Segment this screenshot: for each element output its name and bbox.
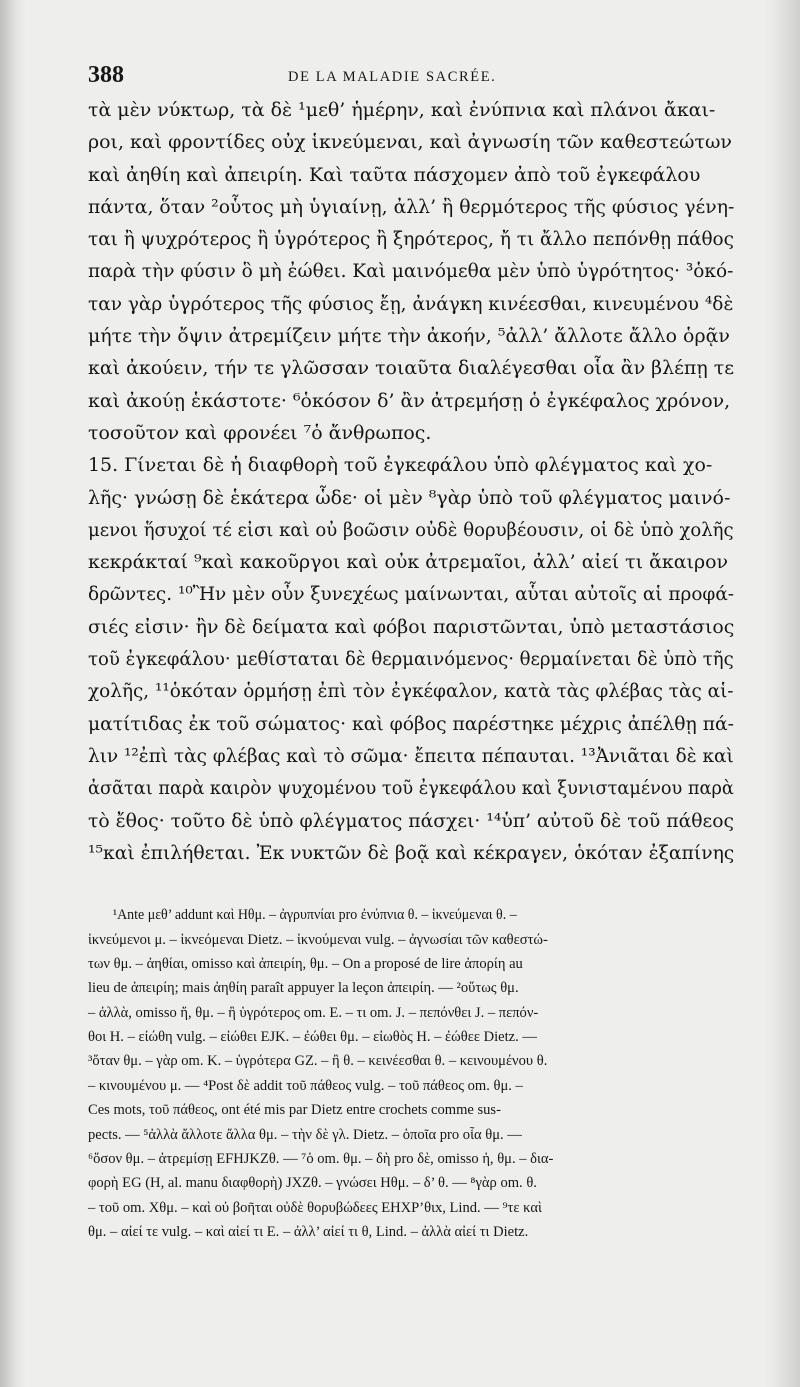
footnote-line: Ces mots, τοῦ πάθεος, ont été mis par Dietz entre crochets comme sus-: [88, 1102, 501, 1119]
text-line: τοῦ ἐγκεφάλου· μεθίσταται δὲ θερμαινόμενος· θερμαίνεται δὲ ὑπὸ τῆς: [88, 648, 734, 671]
text-line: τοσοῦτον καὶ φρονέει ⁷ὁ ἄνθρωπος.: [88, 421, 432, 444]
footnote-line: ⁶ὅσον θμ. – ἀτρεμίσῃ EFHJKZθ. — ⁷ὁ om. θμ. – δὴ pro δὲ, omisso ἡ, θμ. – δια-: [88, 1151, 554, 1168]
text-line: ματίτιδας ἐκ τοῦ σώματος· καὶ φόβος παρέστηκε μέχρις ἀπέλθῃ πά-: [88, 712, 734, 735]
text-line: καὶ ἀκούειν, τήν τε γλῶσσαν τοιαῦτα διαλέγεσθαι οἷα ἂν βλέπῃ τε: [88, 357, 735, 380]
footnote-line: ³ὅταν θμ. – γὰρ om. K. – ὑγρότερα GZ. – ἢ θ. – κεινέεσθαι θ. – κεινουμένου θ.: [88, 1053, 548, 1070]
footnotes: [88, 903, 736, 1244]
text-line: χολῆς, ¹¹ὁκόταν ὁρμήσῃ ἐπὶ τὸν ἐγκέφαλον, κατὰ τὰς φλέβας τὰς αἱ-: [88, 680, 734, 703]
text-line: ταν γὰρ ὑγρότερος τῆς φύσιος ἔῃ, ἀνάγκη κινέεσθαι, κινευμένου ⁴δὲ: [88, 292, 734, 315]
footnote-line: pects. — ⁵ἀλλὰ ἄλλοτε ἄλλα θμ. – τὴν δὲ γλ. Dietz. – ὁποῖα pro οἷα θμ. —: [88, 1126, 522, 1143]
text-line: τὸ ἔθος· τοῦτο δὲ ὑπὸ φλέγματος πάσχει· ¹⁴ὑπ’ αὐτοῦ δὲ τοῦ πάθεος: [88, 809, 734, 832]
text-line: λιν ¹²ἐπὶ τὰς φλέβας καὶ τὸ σῶμα· ἔπειτα πέπαυται. ¹³Ἀνιᾶται δὲ καὶ: [88, 744, 734, 767]
text-line: 15. Γίνεται δὲ ἡ διαφθορὴ τοῦ ἐγκεφάλου ὑπὸ φλέγματος καὶ χο-: [88, 454, 713, 477]
running-head: [88, 62, 736, 94]
text-line: δρῶντες. ¹⁰Ἢν μὲν οὖν ξυνεχέως μαίνωνται, αὗται αὐτοῖς αἱ προφά-: [88, 583, 734, 606]
text-line: τὰ μὲν νύκτωρ, τὰ δὲ ¹μεθ’ ἡμέρην, καὶ ἐνύπνια καὶ πλάνοι ἄκαι-: [88, 99, 716, 121]
footnote-line: θοι H. – εἰώθη vulg. – εἰώθει EJK. – ἐώθει θμ. – εἰωθὸς H. – ἐώθεε Dietz. —: [88, 1029, 537, 1046]
page-number: 388: [88, 62, 124, 88]
footnote-line: – κινουμένου μ. — ⁴Post δὲ addit τοῦ πάθεος vulg. – τοῦ πάθεος om. θμ. –: [88, 1077, 523, 1094]
text-line: ροι, καὶ φροντίδες οὐχ ἱκνεύμεναι, καὶ ἀγνωσίη τῶν καθεστεώτων: [88, 131, 732, 154]
footnote-line: ¹Ante μεθ’ addunt καὶ Hθμ. – ἀγρυπνίαι pro ἐνύπνια θ. – ἱκνεύμεναι θ. –: [112, 907, 517, 924]
text-line: καὶ ἀκούῃ ἑκάστοτε· ⁶ὁκόσον δ’ ἂν ἀτρεμήσῃ ὁ ἐγκέφαλος χρόνον,: [88, 389, 731, 412]
text-line: λῆς· γνώσῃ δὲ ἑκάτερα ὧδε· οἱ μὲν ⁸γὰρ ὑπὸ τοῦ φλέγματος μαινό-: [88, 486, 731, 509]
running-title: DE LA MALADIE SACRÉE.: [288, 69, 497, 85]
text-line: ¹⁵καὶ ἐπιλήθεται. Ἐκ νυκτῶν δὲ βοᾷ καὶ κέκραγεν, ὁκόταν ἐξαπίνης: [88, 841, 735, 864]
text-line: καὶ ἀηθίη καὶ ἀπειρίη. Καὶ ταῦτα πάσχομεν ἀπὸ τοῦ ἐγκεφάλου: [88, 163, 701, 186]
text-line: μενοι ἥσυχοί τέ εἰσι καὶ οὐ βοῶσιν οὐδὲ θορυβέουσιν, οἱ δὲ ὑπὸ χολῆς: [88, 518, 734, 541]
footnote-line: lieu de ἀπειρίη; mais ἀηθίη paraît appuyer la leçon ἀπειρίη. — ²οὕτως θμ.: [88, 980, 519, 997]
footnote-line: φορὴ EG (H, al. manu διαφθορὴ) JXZθ. – γνώσει Hθμ. – δ’ θ. — ⁸γὰρ om. θ.: [88, 1175, 537, 1192]
main-text: [88, 94, 736, 869]
page-gutter-shadow: [0, 0, 26, 1387]
footnote-line: – ἀλλὰ, omisso ἤ, θμ. – ἢ ὑγρότερος om. E. – τι om. J. – πεπόνθει J. – πεπόν-: [88, 1004, 539, 1021]
book-page: [88, 62, 736, 1245]
text-line: μήτε τὴν ὄψιν ἀτρεμίζειν μήτε τὴν ἀκοήν, ⁵ἀλλ’ ἄλλοτε ἄλλο ὁρᾷν: [88, 325, 730, 348]
footnote-line: ἱκνεύμενοι μ. – ἱκνεόμεναι Dietz. – ἱκνούμεναι vulg. – ἀγνωσίαι τῶν καθεστώ-: [88, 931, 548, 948]
footnote-line: – τοῦ om. Xθμ. – καὶ οὐ βοῆται οὐδὲ θορυβώδεες EHXP’θιx, Lind. — ⁹τε καὶ: [88, 1199, 542, 1216]
text-line: σιές εἰσιν· ἢν δὲ δείματα καὶ φόβοι παριστῶνται, ὑπὸ μεταστάσιος: [88, 615, 735, 638]
text-line: ται ἢ ψυχρότερος ἢ ὑγρότερος ἢ ξηρότερος, ἤ τι ἄλλο πεπόνθῃ πάθος: [88, 228, 734, 251]
text-line: κεκράκταί ⁹καὶ κακοῦργοι καὶ οὐκ ἀτρεμαῖοι, ἀλλ’ αἰεί τι ἄκαιρον: [88, 551, 729, 574]
footnote-line: των θμ. – ἀηθίαι, omisso καὶ ἀπειρίη, θμ. – On a proposé de lire ἀπορίη au: [88, 955, 523, 972]
text-line: πάντα, ὅταν ²οὗτος μὴ ὑγιαίνῃ, ἀλλ’ ἢ θερμότερος τῆς φύσιος γένη-: [88, 195, 735, 218]
text-line: ἀσᾶται παρὰ καιρὸν ψυχομένου τοῦ ἐγκεφάλου καὶ ξυνισταμένου παρὰ: [88, 777, 734, 800]
page-edge-shadow: [764, 0, 800, 1387]
text-line: παρὰ τὴν φύσιν ὃ μὴ ἐώθει. Καὶ μαινόμεθα μὲν ὑπὸ ὑγρότητος· ³ὁκό-: [88, 260, 734, 283]
footnote-line: θμ. – αἰεί τε vulg. – καὶ αἰεί τι E. – ἀλλ’ αἰεί τι θ, Lind. – ἀλλὰ αἰεί τι Dietz.: [88, 1224, 529, 1241]
